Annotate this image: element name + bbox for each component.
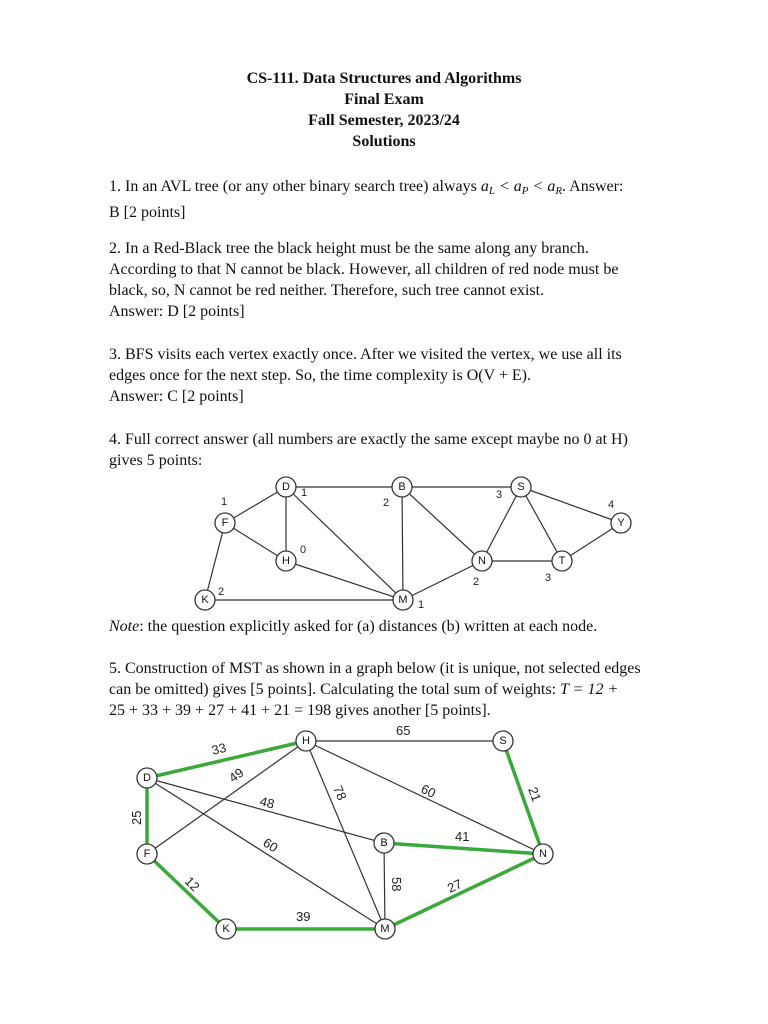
mst-node-d [137,768,157,788]
svg-text:H: H [282,555,290,567]
dist-f: 1 [221,496,228,508]
weight-d-f: 25 [129,810,144,825]
weight-d-h: 33 [210,739,228,758]
mst-plain-edges [147,741,543,929]
dist-m: 1 [418,599,425,611]
q2-line1: 2. In a Red-Black tree the black height must be the same along any branch. [109,240,589,257]
svg-text:N: N [539,848,547,860]
weight-k-m: 39 [296,909,311,924]
course-title: CS-111. Data Structures and Algorithms [246,70,522,87]
edge-b-m [384,843,385,929]
mst-node-s [493,731,513,751]
q5-formula: T = 12 + [560,681,619,698]
weight-h-s: 65 [396,723,411,738]
svg-text:K: K [222,923,230,935]
svg-text:S: S [517,481,525,493]
svg-text:M: M [380,923,390,935]
svg-text:Y: Y [617,517,625,529]
q5-line1: 5. Construction of MST as shown in a graph below (it is unique, not selected edges [109,660,641,677]
mst-node-h [296,731,316,751]
mst-edge-b-n [384,843,543,854]
q4-line2: gives 5 points: [109,452,203,469]
dist-y: 4 [608,499,615,511]
edge-d-b [147,778,384,843]
dist-k: 2 [218,586,225,598]
mst-node-m [375,919,395,939]
svg-text:H: H [302,735,310,747]
dist-t: 3 [545,572,552,584]
svg-text:K: K [201,594,209,606]
dist-h: 0 [300,544,307,556]
svg-text:F: F [221,517,229,529]
q2-line2: According to that N cannot be black. However, all children of red node must be [109,261,619,278]
svg-text:F: F [143,848,151,860]
exam-title: Final Exam [344,91,424,108]
q3-line1: 3. BFS visits each vertex exactly once. After we visited the vertex, we use all its [109,346,622,363]
svg-text:N: N [478,555,486,567]
note-label: Note [109,618,140,635]
q3-line3: Answer: C [2 points] [109,388,244,405]
svg-text:D: D [143,772,151,784]
q1-prefix: 1. In an AVL tree (or any other binary search tree) always [109,178,477,195]
q1-formula: $a_L < a_P < a_R$ [480,178,563,197]
note-text: : the question explicitly asked for (a) distances (b) written at each node. [139,618,598,635]
dist-b: 2 [383,497,390,509]
dist-s: 3 [496,489,503,501]
weight-h-f: 49 [225,764,247,786]
weight-b-n: 41 [455,829,470,844]
q4-line1: 4. Full correct answer (all numbers are exactly the same except maybe no 0 at H) [109,431,628,448]
weight-h-m: 78 [330,783,350,803]
mst-node-n [533,844,553,864]
weight-b-m: 58 [389,877,404,892]
svg-text:T: T [558,555,566,567]
weight-s-n: 21 [525,784,545,804]
mst-node-k [216,919,236,939]
q1-line2: B [2 points] [109,204,186,221]
weight-d-b: 48 [258,793,277,812]
mst-node-b [374,833,394,853]
q3-line2: edges once for the next step. So, the time complexity is O(V + E). [109,367,531,384]
q2-line4: Answer: D [2 points] [109,303,245,320]
q5-line3: 25 + 33 + 39 + 27 + 41 + 21 = 198 gives another [5 points]. [109,702,491,719]
dist-d: 1 [301,487,308,499]
weight-f-k: 12 [181,873,203,895]
weight-h-n: 60 [418,781,439,801]
q2-line3: black, so, N cannot be red neither. Therefore, such tree cannot exist. [109,282,545,299]
dist-n: 2 [473,576,480,588]
mst-node-f [137,844,157,864]
solutions-title: Solutions [352,133,416,150]
edge-h-m [306,741,388,929]
weight-d-m: 60 [260,834,281,856]
svg-text:S: S [499,735,507,747]
mst-edge-f-k [147,854,226,929]
q1-suffix: . Answer: [562,178,624,195]
svg-text:B: B [380,837,388,849]
svg-text:D: D [282,481,290,493]
mst-edge-m-n [385,854,543,929]
q5-line2: can be omitted) gives [5 points]. Calculating the total sum of weights: T = 12 + [109,681,619,698]
semester-title: Fall Semester, 2023/24 [308,112,460,129]
svg-text:B: B [398,481,406,493]
weight-m-n: 27 [444,876,465,896]
svg-text:M: M [398,594,408,606]
